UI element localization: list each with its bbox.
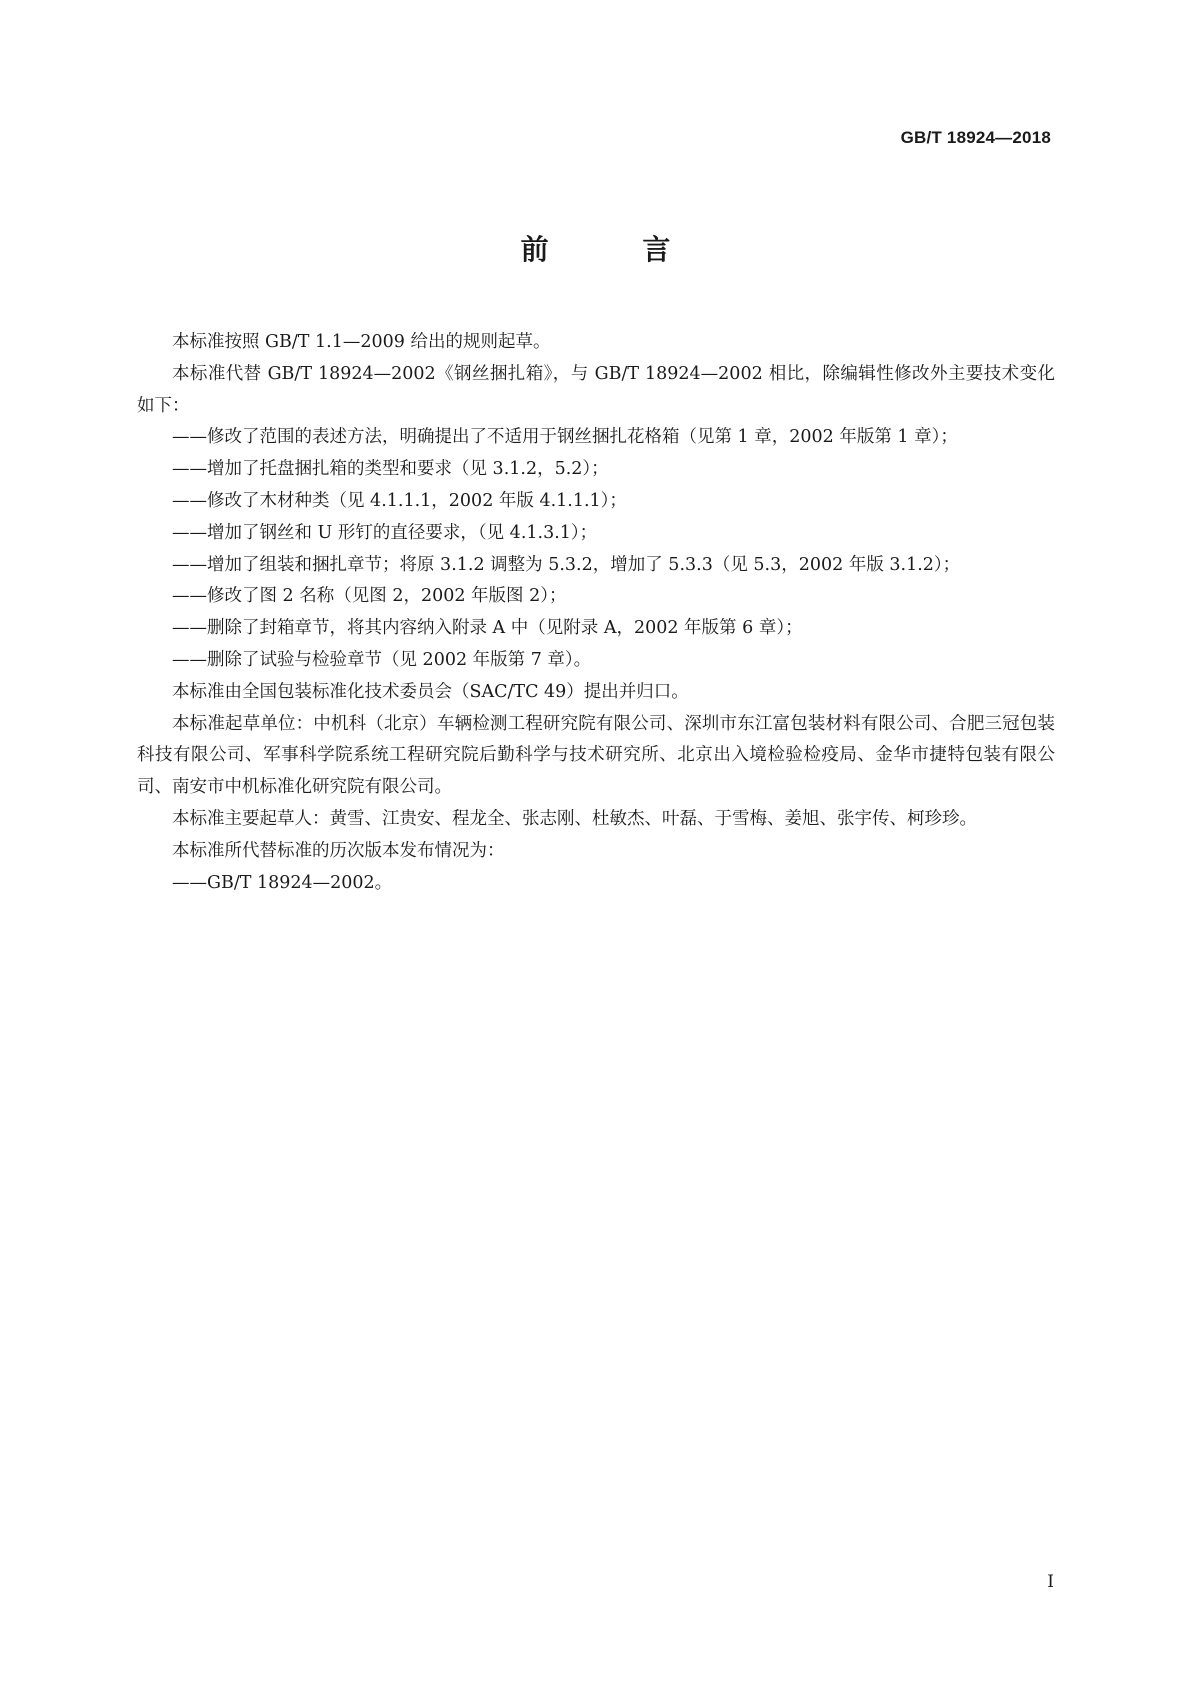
- change-item: ——增加了组装和捆扎章节；将原 3.1.2 调整为 5.3.2，增加了 5.3.3（见 5.3，2002 年版 3.1.2）；: [172, 554, 961, 575]
- change-item: ——删除了试验与检验章节（见 2002 年版第 7 章）。: [172, 649, 592, 670]
- paragraph: 本标准主要起草人：黄雪、江贵安、程龙全、张志刚、杜敏杰、叶磊、于雪梅、姜旭、张宇传、柯珍珍。: [172, 808, 977, 829]
- change-item: ——增加了钢丝和 U 形钉的直径要求，（见 4.1.3.1）；: [172, 522, 598, 543]
- paragraph: 本标准按照 GB/T 1.1—2009 给出的规则起草。: [172, 332, 551, 352]
- paragraph: 本标准起草单位：中机科（北京）车辆检测工程研究院有限公司、深圳市东江富包装材料有限公司、合肥三冠包装科技有限公司、军事科学院系统工程研究院后勤科学与技术研究所、北京出入境检验检疫局、金华市捷特包装有限公司、南安市中机标准化研究院有限公司。: [137, 713, 1055, 798]
- change-item: ——修改了图 2 名称（见图 2，2002 年版图 2）；: [172, 586, 567, 607]
- page-number: I: [1047, 1572, 1054, 1592]
- paragraph: 本标准由全国包装标准化技术委员会（SAC/TC 49）提出并归口。: [172, 681, 689, 702]
- change-item: ——修改了木材种类（见 4.1.1.1，2002 年版 4.1.1.1）；: [172, 490, 627, 511]
- section-title: 前 言: [520, 233, 713, 266]
- standard-code: GB/T 18924—2018: [900, 128, 1051, 147]
- paragraph: 本标准所代替标准的历次版本发布情况为：: [172, 840, 505, 861]
- change-item: ——删除了封箱章节，将其内容纳入附录 A 中（见附录 A，2002 年版第 6 章）；: [172, 618, 803, 639]
- version-item: ——GB/T 18924—2002。: [172, 872, 393, 893]
- change-item: ——增加了托盘捆扎箱的类型和要求（见 3.1.2，5.2）；: [172, 459, 609, 480]
- paragraph: 本标准代替 GB/T 18924—2002《钢丝捆扎箱》，与 GB/T 18924—2002 相比，除编辑性修改外主要技术变化如下：: [137, 363, 1055, 416]
- change-item: ——修改了范围的表述方法，明确提出了不适用于钢丝捆扎花格箱（见第 1 章，2002 年版第 1 章）；: [172, 427, 958, 448]
- foreword-body: [137, 327, 1055, 899]
